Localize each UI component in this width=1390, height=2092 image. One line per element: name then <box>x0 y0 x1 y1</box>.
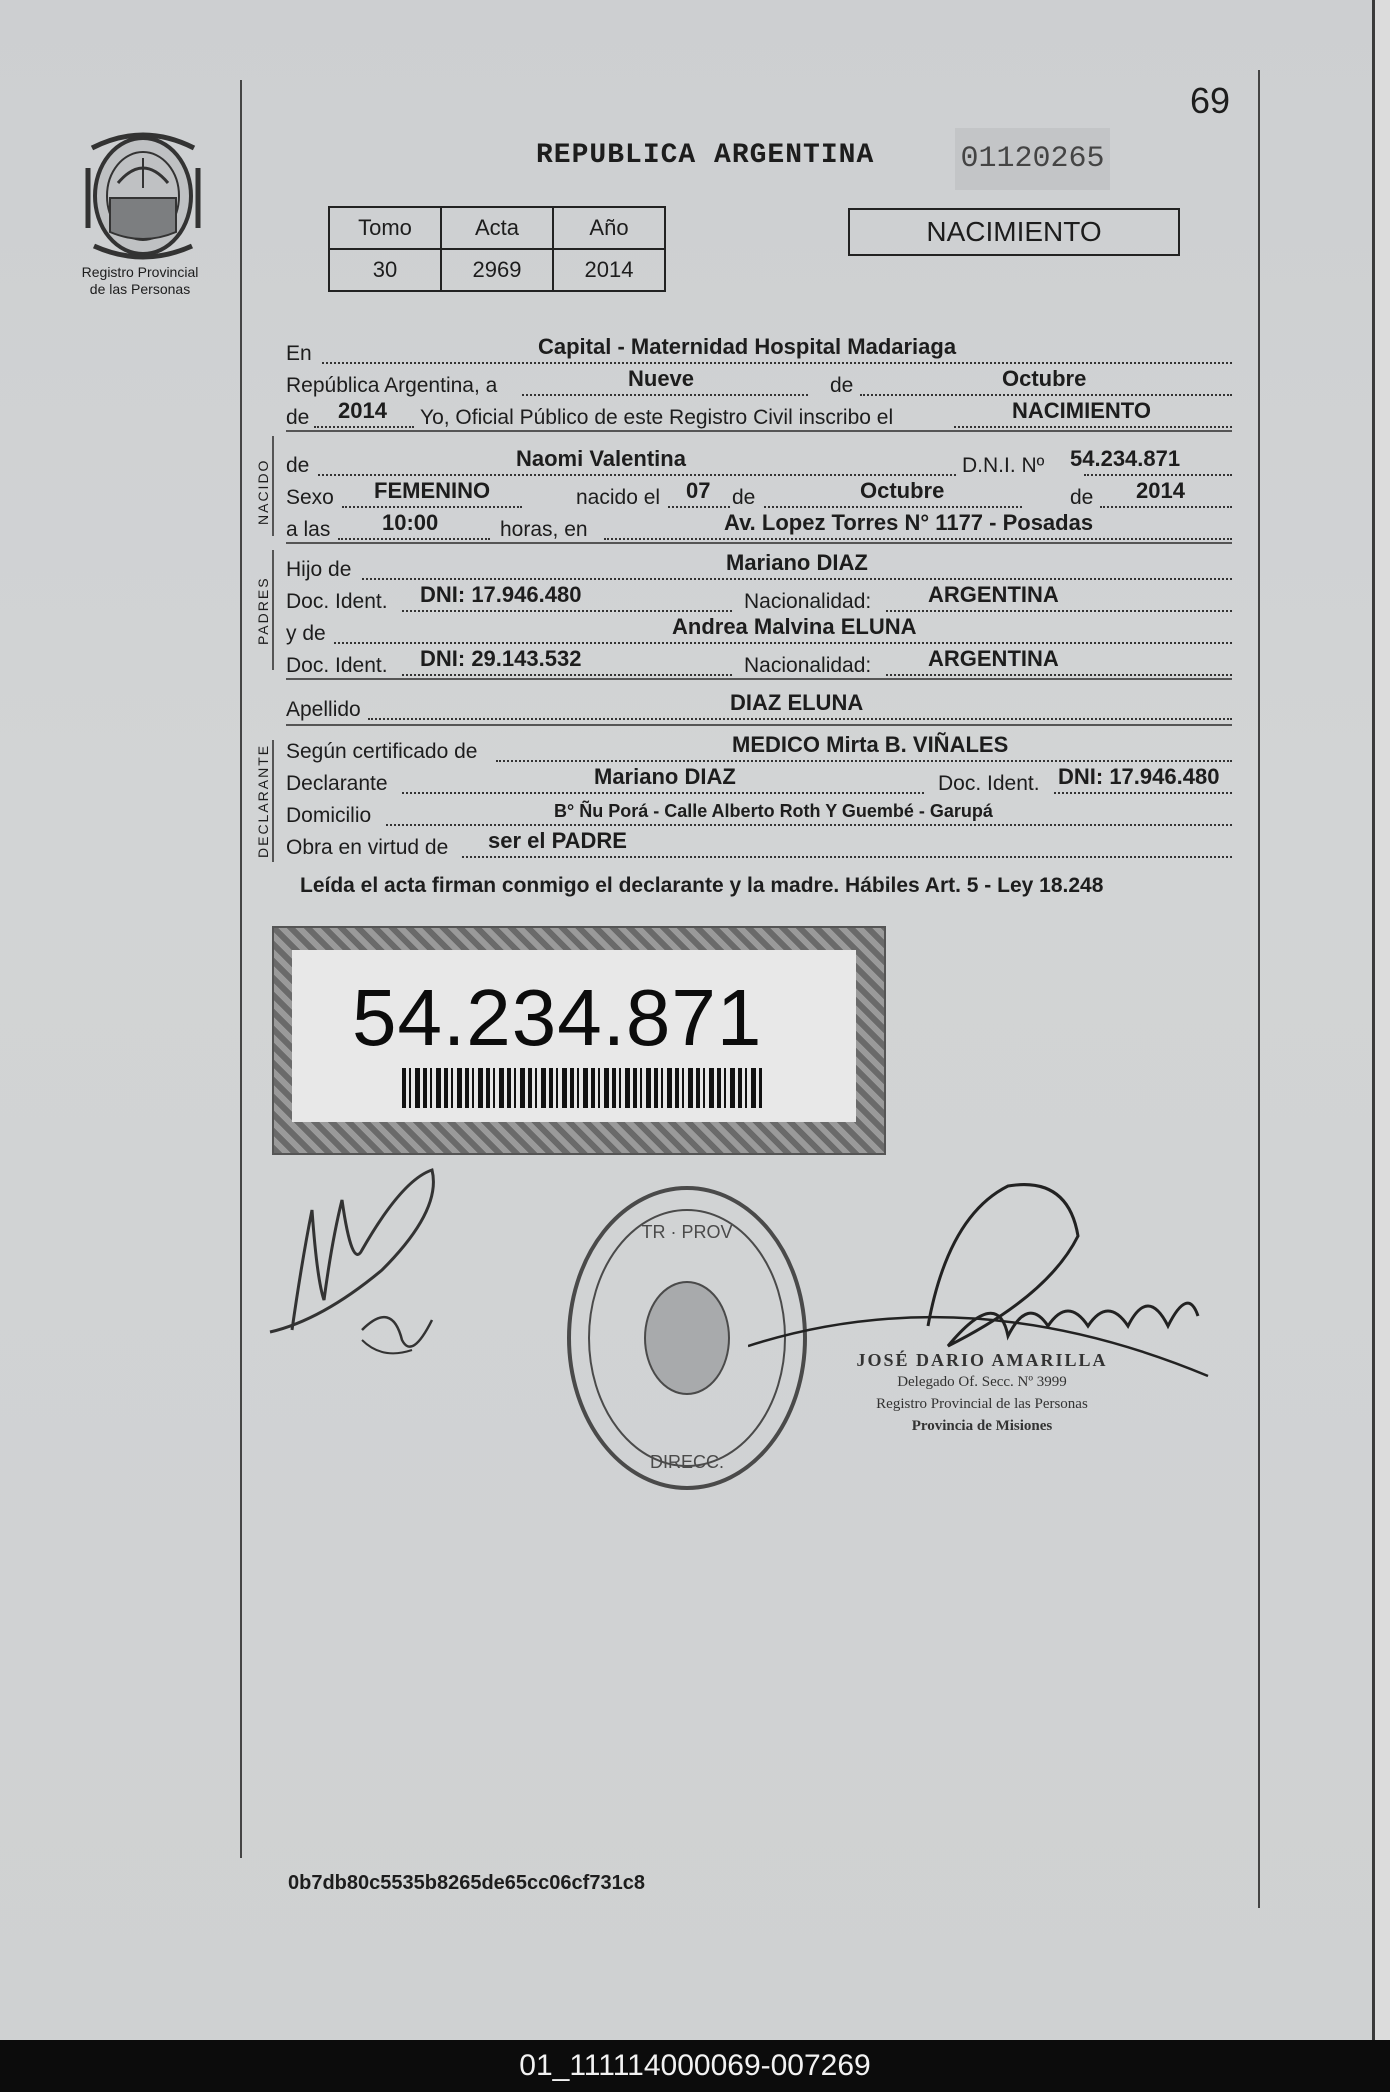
dotted-line <box>860 394 1232 396</box>
registry-table <box>328 206 666 292</box>
dotted-line <box>1100 506 1232 508</box>
dotted-line <box>338 538 490 540</box>
dotted-line <box>1054 792 1232 794</box>
official-name: JOSÉ DARIO AMARILLA <box>856 1350 1108 1370</box>
nacido-row-nombre <box>286 448 1232 480</box>
label-en: En <box>286 342 312 365</box>
dotted-line <box>322 362 1232 364</box>
acta-tipo: NACIMIENTO <box>1012 398 1151 423</box>
nacido-dni: 54.234.871 <box>1070 446 1181 471</box>
document-hash: 0b7db80c5535b8265de65cc06cf731c8 <box>288 1872 645 1894</box>
anio-header: Año <box>553 207 665 249</box>
nacido-anio: 2014 <box>1136 478 1185 503</box>
dotted-line <box>604 538 1232 540</box>
dotted-line <box>522 394 808 396</box>
label-apellido: Apellido <box>286 698 361 721</box>
dotted-line <box>496 760 1232 762</box>
section-rule <box>286 430 1232 432</box>
svg-text:DIRECC.: DIRECC. <box>649 1452 725 1472</box>
label-horas: horas, en <box>500 518 588 541</box>
registry-caption-line1: Registro Provincial <box>81 264 199 280</box>
tomo-value: 30 <box>329 249 441 291</box>
nacido-row-hora <box>286 512 1232 544</box>
section-rule <box>286 678 1232 680</box>
label-de: de <box>830 374 854 397</box>
page-number: 69 <box>1190 80 1231 121</box>
padre-doc: DNI: 17.946.480 <box>420 582 582 607</box>
declarante-row-nombre <box>286 766 1232 798</box>
declarante-domicilio: B° Ñu Porá - Calle Alberto Roth Y Guembé - Garupá <box>554 801 993 821</box>
dotted-line <box>886 674 1232 676</box>
official-registry: Registro Provincial de las Personas <box>876 1396 1088 1412</box>
declarante-section-label: DECLARANTE <box>255 743 271 858</box>
madre-nombre: Andrea Malvina ELUNA <box>672 614 917 639</box>
acta-value: 2969 <box>441 249 553 291</box>
apellido-row <box>286 692 1232 724</box>
section-rule <box>286 542 1232 544</box>
dotted-line <box>318 474 956 476</box>
label-de: de <box>286 454 310 477</box>
official-province: Provincia de Misiones <box>911 1418 1053 1434</box>
padre-nacionalidad: ARGENTINA <box>928 582 1059 607</box>
dni-sticker-inner <box>292 950 856 1122</box>
label-doc-ident: Doc. Ident. <box>938 772 1040 795</box>
declarante-row-obra <box>286 830 1232 862</box>
registry-header-row <box>329 207 665 249</box>
official-title: Delegado Of. Secc. Nº 3999 <box>897 1374 1067 1390</box>
dotted-line <box>362 578 1232 580</box>
nacido-section-line <box>272 436 274 536</box>
document-type-box: NACIMIENTO <box>848 208 1180 256</box>
header-title: REPUBLICA ARGENTINA <box>536 140 875 171</box>
label-doc-ident: Doc. Ident. <box>286 654 388 677</box>
dni-sticker <box>272 926 886 1155</box>
dotted-line <box>402 792 924 794</box>
official-signature-block <box>822 1350 1142 1437</box>
label-nacionalidad: Nacionalidad: <box>744 590 872 613</box>
declarante-section-line <box>272 740 274 862</box>
label-declarante: Declarante <box>286 772 388 795</box>
acta-anio: 2014 <box>338 398 387 423</box>
dotted-line <box>668 506 730 508</box>
nacido-row-sexo <box>286 480 1232 512</box>
page-edge <box>1372 0 1390 2040</box>
declarante-row-domicilio <box>286 798 1232 830</box>
label-doc-ident: Doc. Ident. <box>286 590 388 613</box>
nacido-dia: 07 <box>686 478 711 503</box>
acta-row-de <box>286 400 1232 432</box>
label-domicilio: Domicilio <box>286 804 372 827</box>
declarante-row-segun <box>286 734 1232 766</box>
leida-statement: Leída el acta firman conmigo el declarante y la madre. Hábiles Art. 5 - Ley 18.248 <box>300 874 1104 897</box>
padre-nombre: Mariano DIAZ <box>726 550 868 575</box>
label-sexo: Sexo <box>286 486 334 509</box>
label-de-anio: de <box>1070 486 1094 509</box>
dotted-line <box>764 506 1022 508</box>
label-hijo-de: Hijo de <box>286 558 352 581</box>
dotted-line <box>402 674 732 676</box>
label-nacido: nacido el <box>576 486 661 509</box>
label-yo: Yo, Oficial Público de este Registro Civil inscribo el <box>420 406 894 429</box>
apellido-valor: DIAZ ELUNA <box>730 690 864 715</box>
dotted-line <box>886 610 1232 612</box>
dotted-line <box>386 824 1232 826</box>
registry-value-row <box>329 249 665 291</box>
label-segun: Según certificado de <box>286 740 478 763</box>
padres-row-doc2 <box>286 648 1232 680</box>
label-republica: República Argentina, a <box>286 374 498 397</box>
label-obra: Obra en virtud de <box>286 836 449 859</box>
anio-value: 2014 <box>553 249 665 291</box>
declarante-nombre: Mariano DIAZ <box>594 764 736 789</box>
dni-sticker-number: 54.234.871 <box>352 973 763 1062</box>
tomo-header: Tomo <box>329 207 441 249</box>
madre-doc: DNI: 29.143.532 <box>420 646 582 671</box>
label-dni: D.N.I. Nº <box>962 454 1045 477</box>
padres-section-line <box>272 550 274 670</box>
nacido-mes: Octubre <box>860 478 945 503</box>
acta-header: Acta <box>441 207 553 249</box>
nacido-lugar: Av. Lopez Torres N° 1177 - Posadas <box>724 510 1094 535</box>
acta-lugar: Capital - Maternidad Hospital Madariaga <box>538 334 957 359</box>
label-nacionalidad: Nacionalidad: <box>744 654 872 677</box>
label-de-mes: de <box>732 486 756 509</box>
nacido-section-label: NACIDO <box>255 458 271 525</box>
declarante-certificado: MEDICO Mirta B. VIÑALES <box>732 732 1009 757</box>
serial-number: 01120265 <box>955 128 1110 190</box>
padres-row-madre <box>286 616 1232 648</box>
dotted-line <box>462 856 1232 858</box>
dotted-line <box>342 506 522 508</box>
right-margin-line <box>1258 70 1260 1908</box>
dotted-line <box>1084 474 1232 476</box>
acta-mes: Octubre <box>1002 366 1087 391</box>
dotted-line <box>402 610 732 612</box>
dotted-line <box>368 718 1232 720</box>
registry-caption <box>60 264 220 298</box>
nacido-sexo: FEMENINO <box>374 478 491 503</box>
signature-declarante-icon <box>262 1140 462 1380</box>
padres-row-hijo <box>286 552 1232 584</box>
nacido-hora: 10:00 <box>382 510 439 535</box>
dotted-line <box>954 426 1232 428</box>
footer-code: 01_111114000069-007269 <box>0 2040 1390 2092</box>
label-a-las: a las <box>286 518 331 541</box>
madre-nacionalidad: ARGENTINA <box>928 646 1059 671</box>
padres-row-doc1 <box>286 584 1232 616</box>
padres-section-label: PADRES <box>255 576 271 645</box>
declarante-doc: DNI: 17.946.480 <box>1058 764 1220 789</box>
barcode-icon <box>402 1068 762 1108</box>
declarante-obra: ser el PADRE <box>488 828 627 853</box>
label-y-de: y de <box>286 622 326 645</box>
registry-caption-line2: de las Personas <box>89 281 191 297</box>
label-de: de <box>286 406 310 429</box>
nacido-nombre: Naomi Valentina <box>516 446 686 471</box>
section-rule <box>286 724 1232 726</box>
svg-text:TR · PROV: TR · PROV <box>641 1222 733 1242</box>
dotted-line <box>314 426 414 428</box>
acta-row-republica <box>286 368 1232 400</box>
left-margin-line <box>240 80 242 1858</box>
acta-dia: Nueve <box>628 366 695 391</box>
dotted-line <box>334 642 1232 644</box>
acta-row-en <box>286 336 1232 368</box>
